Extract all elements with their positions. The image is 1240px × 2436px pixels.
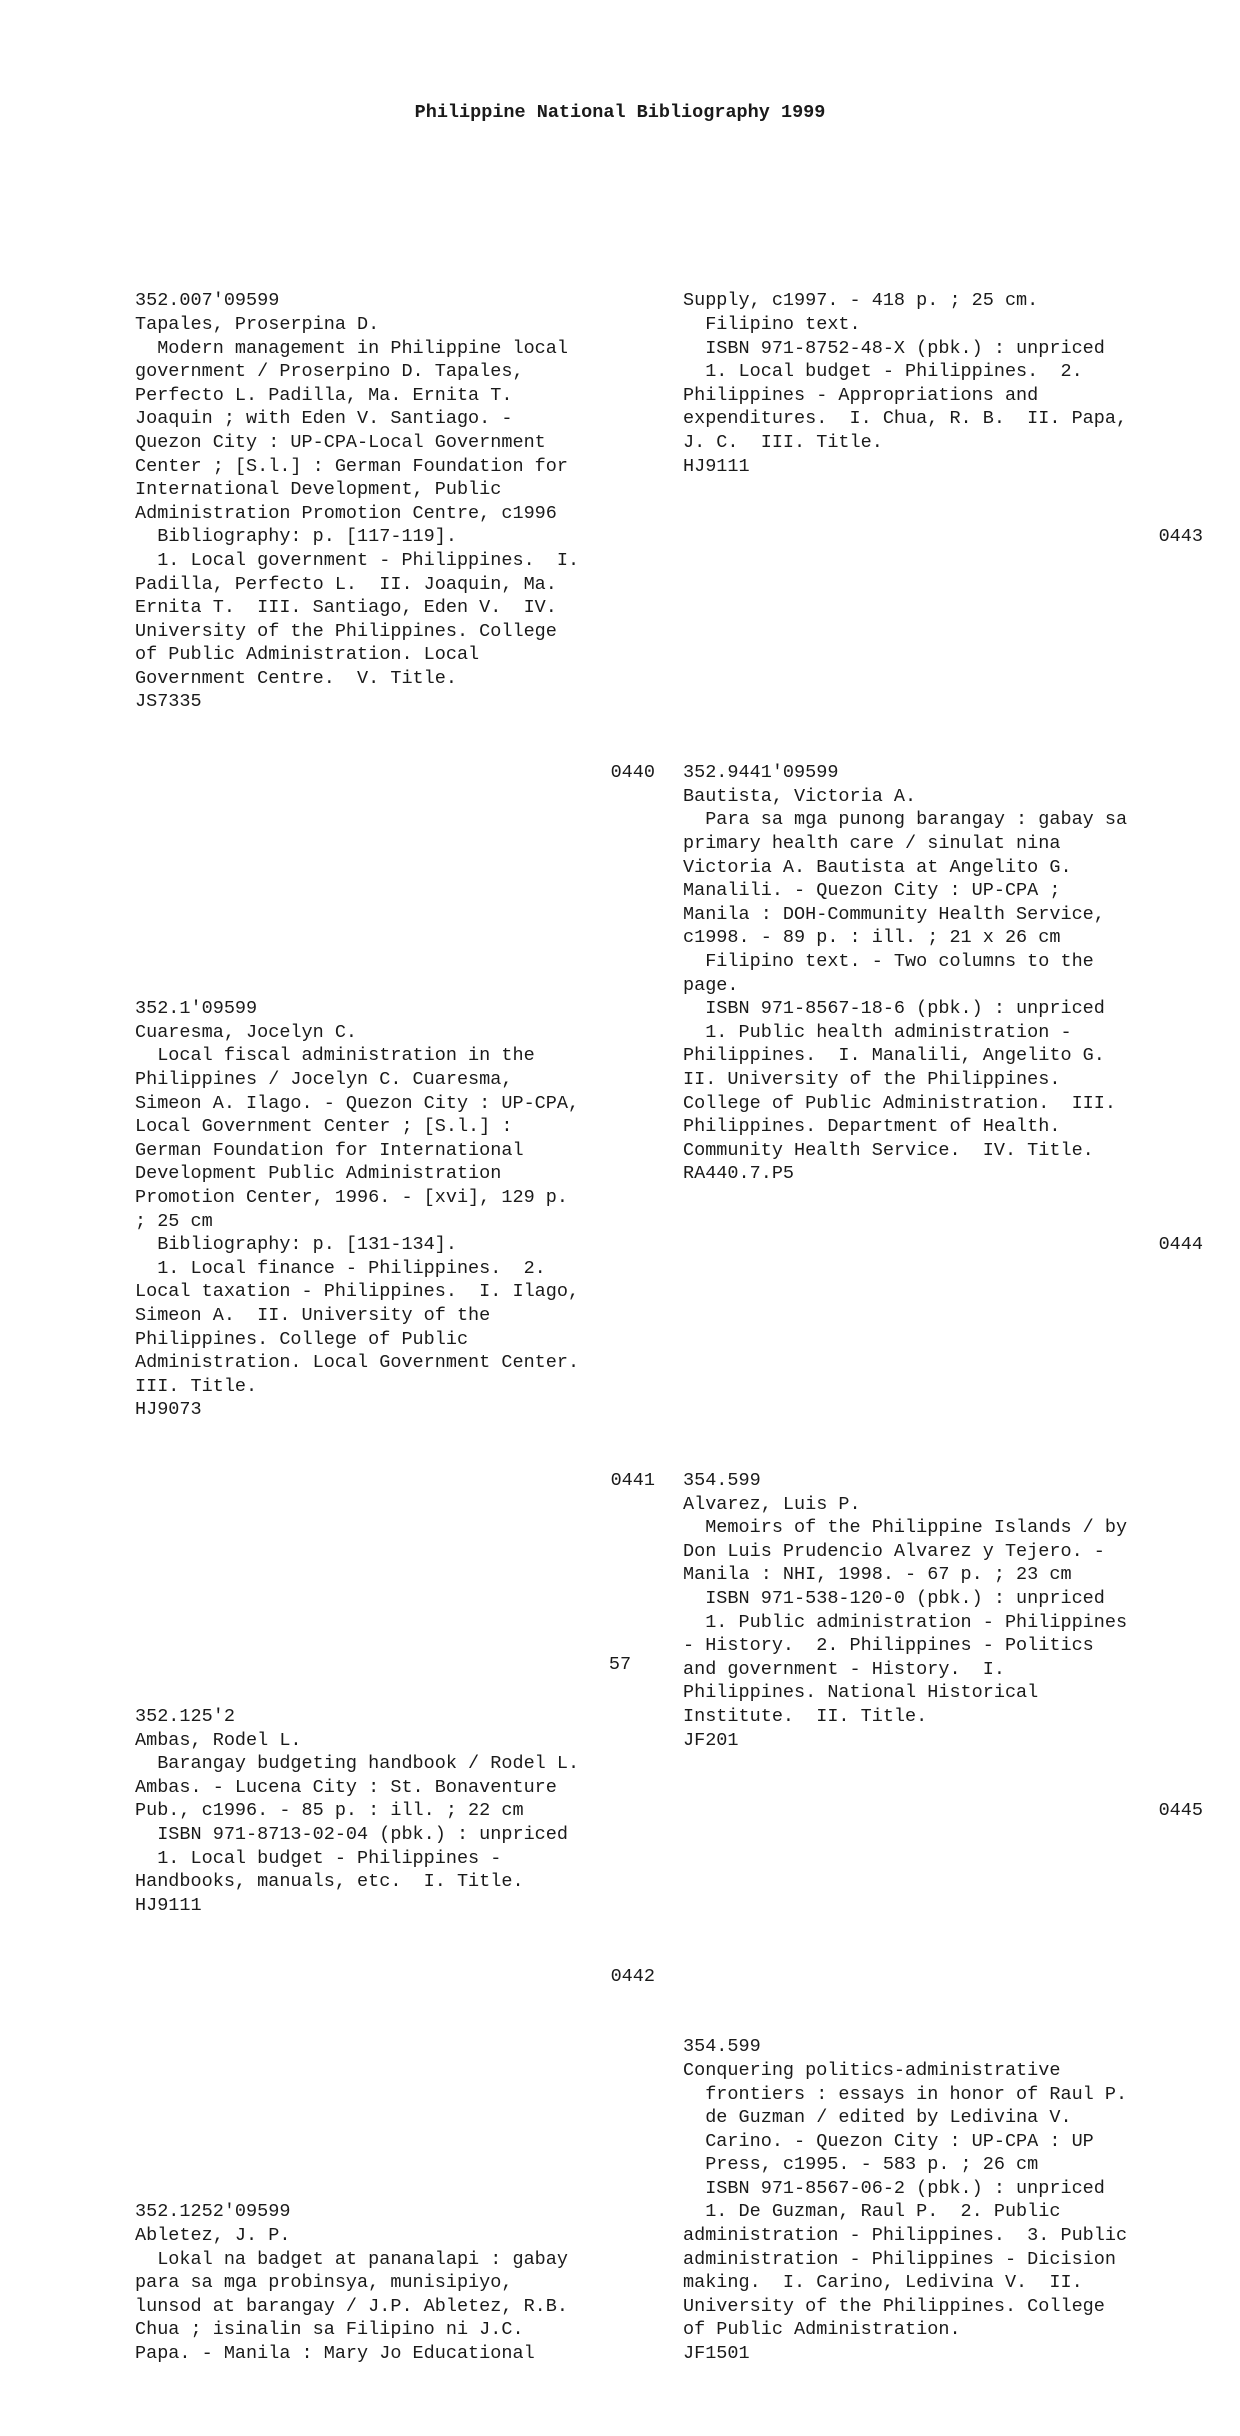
- bibliography-entry: [135, 242, 655, 832]
- right-column: [683, 195, 1203, 2436]
- entry-number: 0443: [1158, 526, 1203, 548]
- page-title: Philippine National Bibliography 1999: [414, 102, 826, 123]
- entry-text: 352.1'09599 Cuaresma, Jocelyn C. Local fiscal administration in the Philippines / Jocelyn C. Cuaresma, Simeon A. Ilago. - Quezon City : UP-CPA, Local Government Center ; [S.l.] : German Foundation for International Development Public Administration Promotion Center, 1996. - [xvi], 129 p. ; 25 cm Bibliography: p. [131-134]. 1. Local finance - Philippines. 2. Local taxation - Philippines. I. Ilago, Simeon A. II. University of the Philippines. College of Public Administration. Local Government Center. III. Title. HJ9073: [135, 998, 580, 1421]
- entry-number: 0441: [610, 1470, 655, 1492]
- entry-spacer: [683, 1351, 1203, 1375]
- left-column: [135, 195, 655, 2436]
- entry-text: Supply, c1997. - 418 p. ; 25 cm. Filipino text. ISBN 971-8752-48-X (pbk.) : unpriced 1. Local budget - Philippines. 2. Philippines - Appropriations and expenditures. I. Chua, R. B. II. Papa, J. C. III. Title. HJ9111: [683, 290, 1128, 477]
- bibliography-entry: [135, 2153, 655, 2413]
- entry-text: 352.9441'09599 Bautista, Victoria A. Para sa mga punong barangay : gabay sa primary health care / sinulat nina Victoria A. Bautista at Angelito G. Manalili. - Quezon City : UP-CPA ; Manila : DOH-Community Health Service, c1998. - 89 p. : ill. ; 21 x 26 cm Filipino text. - Two columns to the page. ISBN 971-8567-18-6 (pbk.) : unpriced 1. Public health administration - Philippines. I. Manalili, Angelito G. II. University of the Philippines. College of Public Administration. III. Philippines. Department of Health. Community Health Service. IV. Title. RA440.7.P5: [683, 762, 1128, 1185]
- bibliography-entry: [135, 1658, 655, 2036]
- entry-spacer: [683, 1917, 1203, 1941]
- bibliography-entry: [683, 714, 1203, 1304]
- entry-spacer: [683, 643, 1203, 667]
- bibliography-entry: [683, 1988, 1203, 2413]
- bibliography-entry: [683, 242, 1203, 596]
- entry-number: 0445: [1158, 1800, 1203, 1822]
- entry-text: 352.1252'09599 Abletez, J. P. Lokal na badget at pananalapi : gabay para sa mga probinsya, munisipiyo, lunsod at barangay / J.P. Abletez, R.B. Chua ; isinalin sa Filipino ni J.C. Papa. - Manila : Mary Jo Educational: [135, 2201, 568, 2365]
- entry-number: 0440: [610, 762, 655, 784]
- entry-spacer: [135, 2083, 655, 2107]
- entry-number: 0442: [610, 1965, 655, 1987]
- entry-number: 0444: [1158, 1234, 1203, 1256]
- bibliography-entry: [683, 1422, 1203, 1870]
- entry-spacer: [135, 879, 655, 903]
- bibliography-entry: [135, 950, 655, 1540]
- entry-text: 354.599 Alvarez, Luis P. Memoirs of the Philippine Islands / by Don Luis Prudencio Alvarez y Tejero. - Manila : NHI, 1998. - 67 p. ; 23 cm ISBN 971-538-120-0 (pbk.) : unpriced 1. Public administration - Philippines - History. 2. Philippines - Politics and government - History. I. Philippines. National Historical Institute. II. Title. JF201: [683, 1470, 1128, 1751]
- page-number: 57: [608, 1654, 632, 1675]
- entry-spacer: [135, 1587, 655, 1611]
- entry-text: 354.599 Conquering politics-administrative frontiers : essays in honor of Raul P. de Guzman / edited by Ledivina V. Carino. - Quezon City : UP-CPA : UP Press, c1995. - 583 p. ; 26 cm ISBN 971-8567-06-2 (pbk.) : unpriced 1. De Guzman, Raul P. 2. Public administration - Philippines. 3. Public administration - Philippines - Dicision making. I. Carino, Ledivina V. II. University of the Philippines. College of Public Administration. JF1501: [683, 2036, 1128, 2365]
- entry-text: 352.007'09599 Tapales, Proserpina D. Modern management in Philippine local government / Proserpino D. Tapales, Perfecto L. Padilla, Ma. Ernita T. Joaquin ; with Eden V. Santiago. - Quezon City : UP-CPA-Local Government Center ; [S.l.] : German Foundation for International Development, Public Administration Promotion Centre, c1996 Bibliography: p. [117-119]. 1. Local government - Philippines. I. Padilla, Perfecto L. II. Joaquin, Ma. Ernita T. III. Santiago, Eden V. IV. University of the Philippines. College of Public Administration. Local Government Centre. V. Title. JS7335: [135, 290, 580, 713]
- entry-text: 352.125'2 Ambas, Rodel L. Barangay budgeting handbook / Rodel L. Ambas. - Lucena City : St. Bonaventure Pub., c1996. - 85 p. : ill. ; 22 cm ISBN 971-8713-02-04 (pbk.) : unpriced 1. Local budget - Philippines - Handbooks, manuals, etc. I. Title. HJ9111: [135, 1706, 580, 1916]
